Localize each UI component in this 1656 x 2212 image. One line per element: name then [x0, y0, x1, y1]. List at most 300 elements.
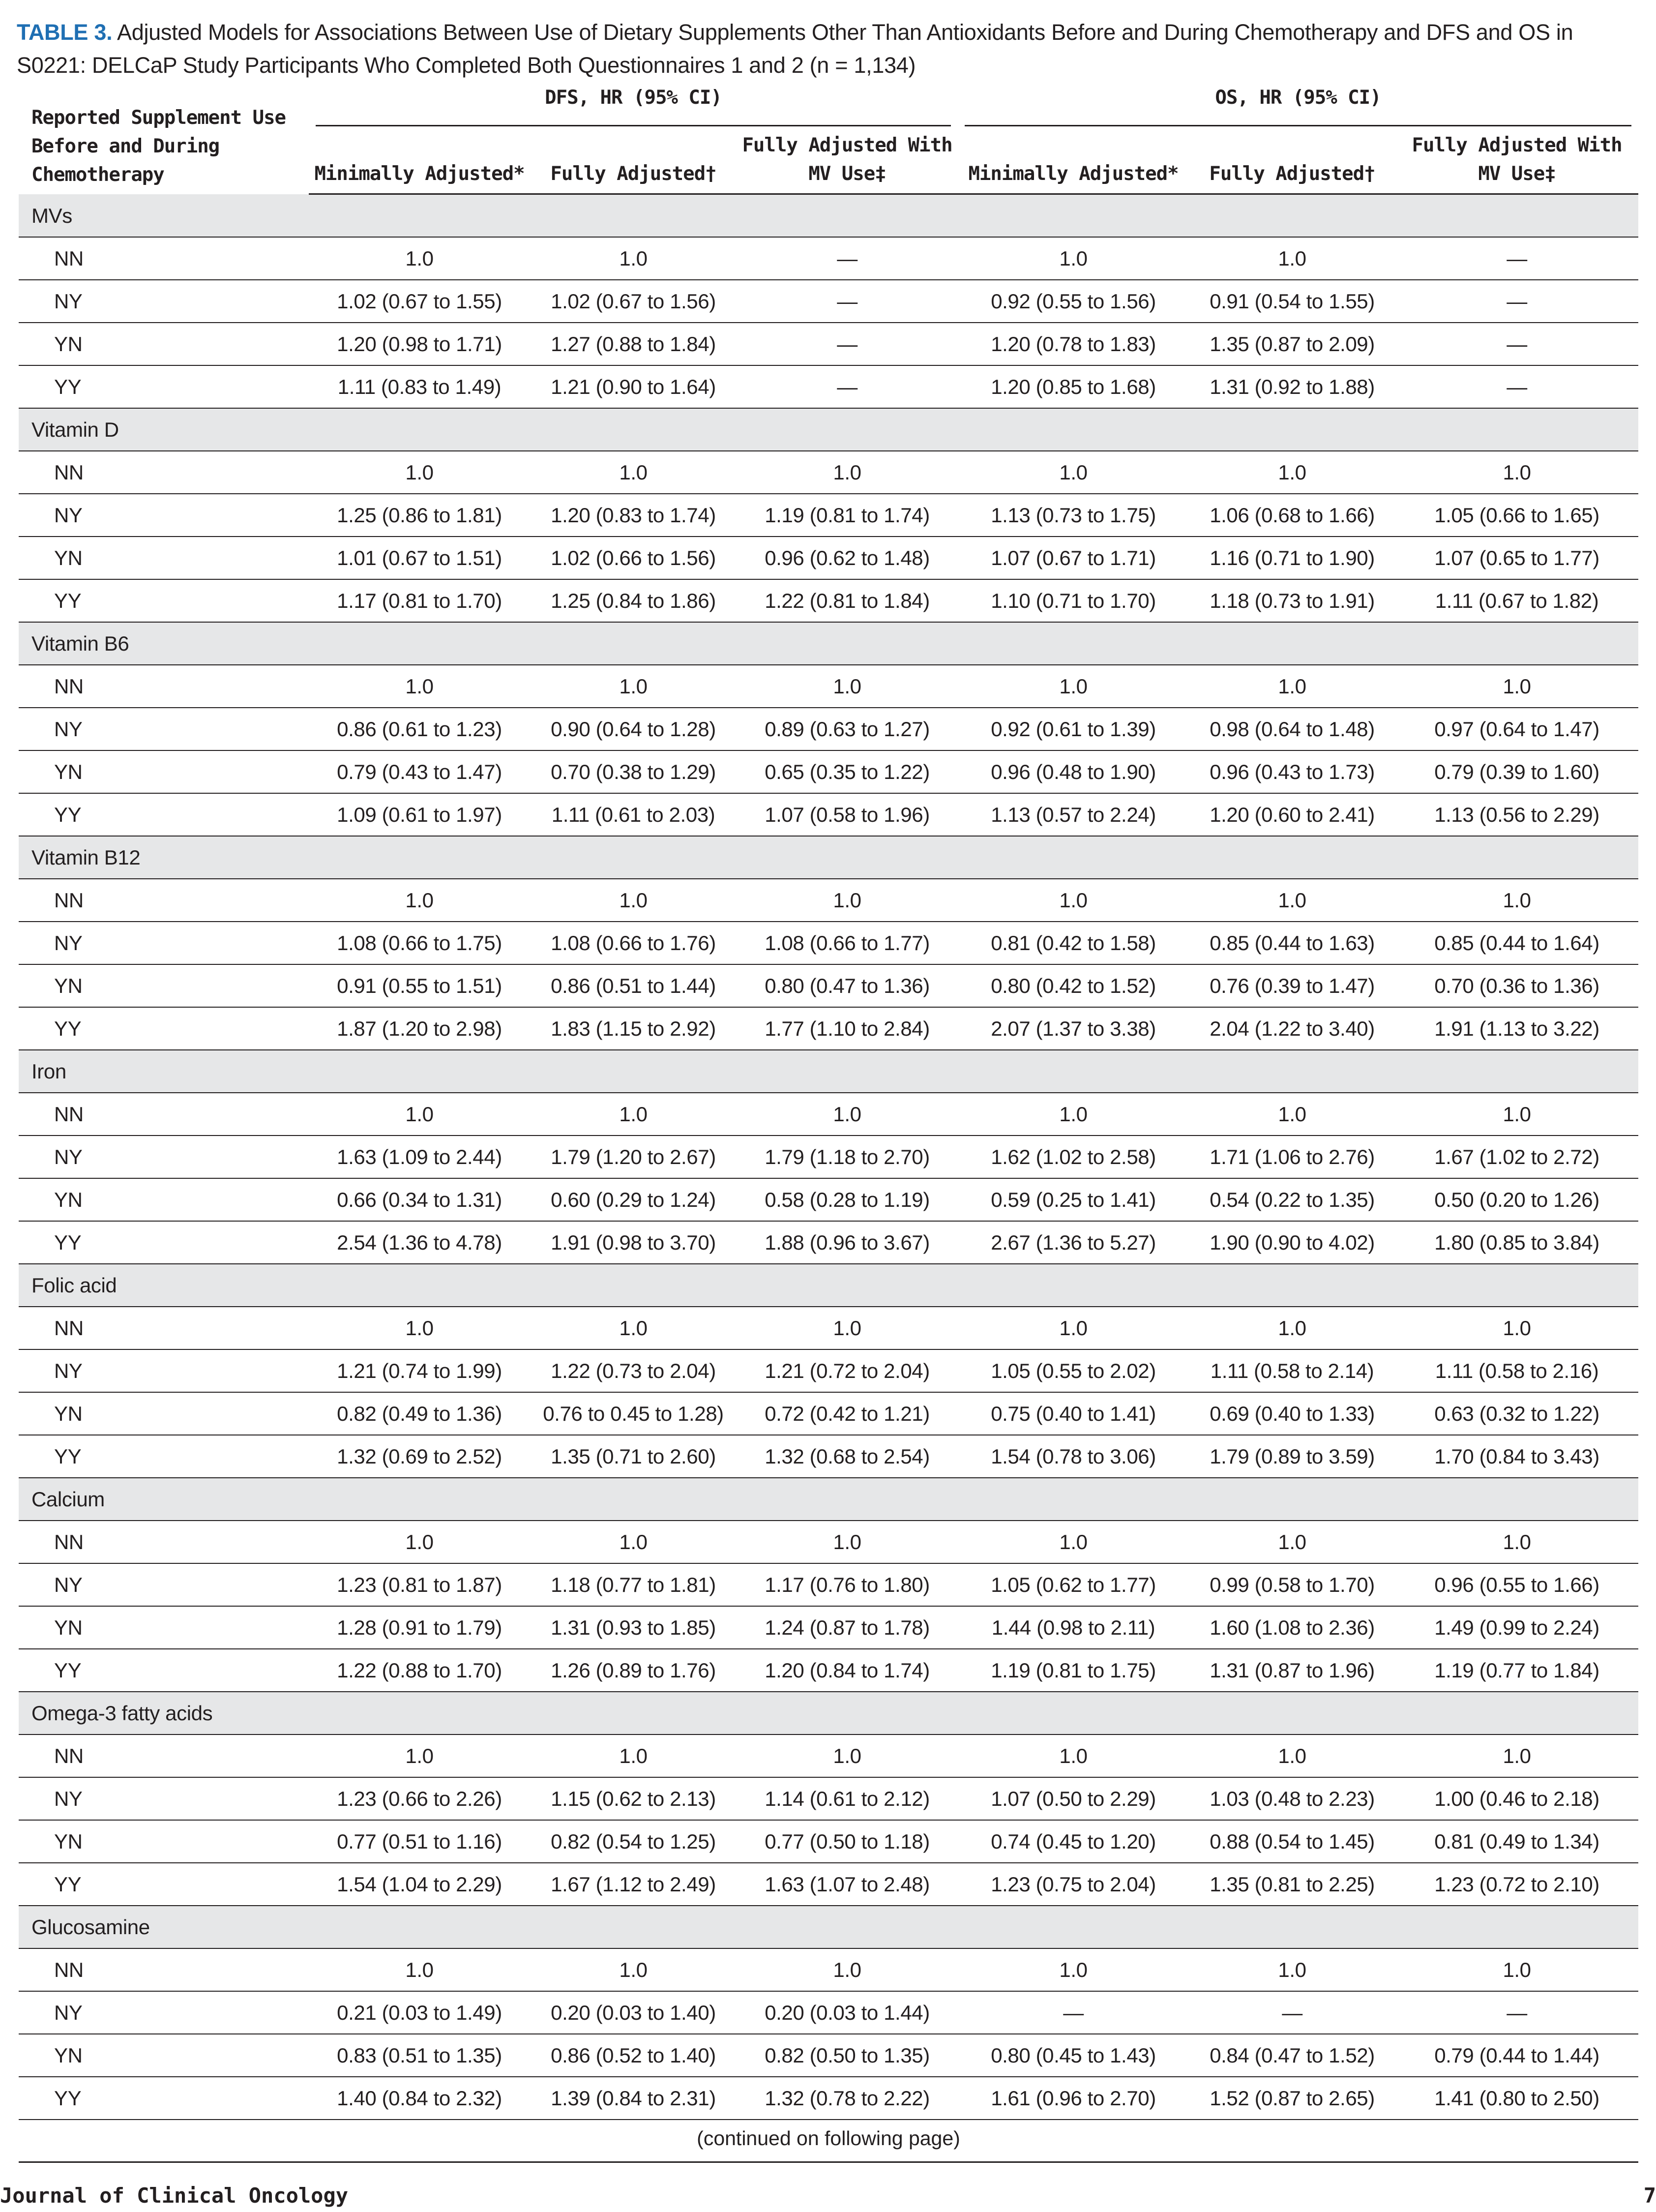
- table-cell: 1.0: [1189, 879, 1395, 922]
- row-label: YN: [19, 1820, 309, 1863]
- table-cell: 0.82 (0.50 to 1.35): [737, 2034, 958, 2077]
- table-cell: 0.70 (0.36 to 1.36): [1395, 964, 1638, 1007]
- table-cell: 0.97 (0.64 to 1.47): [1395, 708, 1638, 750]
- table-cell: 1.0: [737, 451, 958, 494]
- table-cell: 0.85 (0.44 to 1.63): [1189, 922, 1395, 964]
- table-cell: 1.32 (0.78 to 2.22): [737, 2077, 958, 2120]
- table-cell: 1.05 (0.55 to 2.02): [958, 1349, 1189, 1392]
- table-cell: 1.0: [1395, 1734, 1638, 1777]
- row-label: NN: [19, 879, 309, 922]
- table-cell: 1.07 (0.50 to 2.29): [958, 1777, 1189, 1820]
- table-cell: 1.17 (0.81 to 1.70): [309, 579, 530, 622]
- table-cell: 1.0: [309, 237, 530, 280]
- table-cell: 1.0: [530, 665, 737, 708]
- table-cell: 1.08 (0.66 to 1.76): [530, 922, 737, 964]
- table-row: [19, 237, 1638, 280]
- table-cell: 1.25 (0.86 to 1.81): [309, 494, 530, 537]
- table-cell: 1.18 (0.77 to 1.81): [530, 1563, 737, 1606]
- group-rule-dfs: [316, 125, 951, 126]
- section-row: [19, 194, 1638, 238]
- table-cell: 1.07 (0.65 to 1.77): [1395, 537, 1638, 579]
- table-row: [19, 579, 1638, 622]
- table-row: [19, 537, 1638, 579]
- table-cell: 1.0: [958, 1307, 1189, 1349]
- table-cell: 1.0: [1189, 665, 1395, 708]
- table-cell: 0.77 (0.51 to 1.16): [309, 1820, 530, 1863]
- group-header-dfs-label: DFS, HR (95% CI): [545, 87, 722, 109]
- row-label: NN: [19, 1521, 309, 1563]
- row-label: YN: [19, 750, 309, 793]
- table-cell: 1.19 (0.81 to 1.75): [958, 1649, 1189, 1692]
- table-cell: 1.21 (0.72 to 2.04): [737, 1349, 958, 1392]
- table-row: [19, 793, 1638, 836]
- table-cell: 1.0: [1395, 1521, 1638, 1563]
- table-cell: 1.0: [737, 1521, 958, 1563]
- row-label: NY: [19, 1991, 309, 2034]
- table-cell: —: [1395, 280, 1638, 323]
- section-label: Glucosamine: [19, 1906, 1638, 1948]
- col-header-dfs-minimal: Minimally Adjusted*: [309, 131, 530, 194]
- table-cell: 1.31 (0.87 to 1.96): [1189, 1649, 1395, 1692]
- table-cell: 0.20 (0.03 to 1.44): [737, 1991, 958, 2034]
- table-cell: 1.05 (0.62 to 1.77): [958, 1563, 1189, 1606]
- section-label: Calcium: [19, 1478, 1638, 1521]
- table-cell: 0.83 (0.51 to 1.35): [309, 2034, 530, 2077]
- table-row: [19, 323, 1638, 365]
- row-header: Reported Supplement Use Before and During Chemotherapy: [31, 106, 286, 186]
- table-cell: —: [737, 323, 958, 365]
- table-row: [19, 1649, 1638, 1692]
- table-cell: 0.59 (0.25 to 1.41): [958, 1178, 1189, 1221]
- table-cell: 1.49 (0.99 to 2.24): [1395, 1606, 1638, 1649]
- table-cell: 1.83 (1.15 to 2.92): [530, 1007, 737, 1050]
- table-row: [19, 1991, 1638, 2034]
- table-cell: 0.65 (0.35 to 1.22): [737, 750, 958, 793]
- table-cell: 0.96 (0.62 to 1.48): [737, 537, 958, 579]
- page-footer: [0, 2183, 1656, 2212]
- table-cell: 1.22 (0.81 to 1.84): [737, 579, 958, 622]
- table-cell: 1.0: [737, 665, 958, 708]
- row-label: NY: [19, 494, 309, 537]
- table-row: [19, 1221, 1638, 1264]
- table-cell: 1.0: [1189, 1734, 1395, 1777]
- table-cell: 1.16 (0.71 to 1.90): [1189, 537, 1395, 579]
- table-cell: 1.80 (0.85 to 3.84): [1395, 1221, 1638, 1264]
- table-cell: 0.76 to 0.45 to 1.28): [530, 1392, 737, 1435]
- table-body: [19, 194, 1638, 2120]
- table-row: [19, 1007, 1638, 1050]
- table-cell: 1.13 (0.56 to 2.29): [1395, 793, 1638, 836]
- table-row: [19, 1093, 1638, 1136]
- table-cell: 1.44 (0.98 to 2.11): [958, 1606, 1189, 1649]
- table-cell: 1.23 (0.66 to 2.26): [309, 1777, 530, 1820]
- col-header-os-full: Fully Adjusted†: [1189, 131, 1395, 194]
- table-cell: 0.77 (0.50 to 1.18): [737, 1820, 958, 1863]
- table-row: [19, 879, 1638, 922]
- table-cell: 1.11 (0.61 to 2.03): [530, 793, 737, 836]
- table-cell: 1.0: [530, 1521, 737, 1563]
- table-cell: 1.0: [737, 1307, 958, 1349]
- table-row: [19, 708, 1638, 750]
- results-table-wrapper: [19, 81, 1638, 2163]
- table-cell: —: [958, 1991, 1189, 2034]
- table-cell: 1.91 (0.98 to 3.70): [530, 1221, 737, 1264]
- table-cell: 1.0: [958, 1521, 1189, 1563]
- table-cell: 1.0: [1189, 1093, 1395, 1136]
- table-cell: 1.0: [1395, 451, 1638, 494]
- table-cell: 1.40 (0.84 to 2.32): [309, 2077, 530, 2120]
- table-cell: 1.13 (0.57 to 2.24): [958, 793, 1189, 836]
- table-cell: 0.80 (0.47 to 1.36): [737, 964, 958, 1007]
- section-label: Iron: [19, 1050, 1638, 1093]
- table-cell: 1.23 (0.72 to 2.10): [1395, 1863, 1638, 1906]
- header-group-row: [19, 81, 1638, 131]
- table-row: [19, 1820, 1638, 1863]
- row-label: NN: [19, 1948, 309, 1991]
- row-label: YN: [19, 1606, 309, 1649]
- table-cell: 1.0: [958, 451, 1189, 494]
- row-label: YY: [19, 1435, 309, 1478]
- col-header-dfs-mv: Fully Adjusted With MV Use‡: [737, 131, 958, 194]
- caption-text: Adjusted Models for Associations Between Use of Dietary Supplements Other Than Antioxidants Before and During Chemotherapy and DFS and OS in S0221: DELCaP Study Participants Who Completed Both Questionnaires 1 and 2 (n = 1,134): [17, 20, 1573, 78]
- table-cell: 1.11 (0.67 to 1.82): [1395, 579, 1638, 622]
- table-row: [19, 964, 1638, 1007]
- table-cell: 1.32 (0.68 to 2.54): [737, 1435, 958, 1478]
- table-cell: 1.0: [958, 1734, 1189, 1777]
- table-cell: 0.66 (0.34 to 1.31): [309, 1178, 530, 1221]
- table-cell: 1.11 (0.58 to 2.14): [1189, 1349, 1395, 1392]
- table-cell: 1.20 (0.78 to 1.83): [958, 323, 1189, 365]
- table-row: [19, 2077, 1638, 2120]
- row-label: YN: [19, 1392, 309, 1435]
- table-cell: 1.52 (0.87 to 2.65): [1189, 2077, 1395, 2120]
- table-cell: 0.85 (0.44 to 1.64): [1395, 922, 1638, 964]
- table-cell: 1.0: [737, 879, 958, 922]
- table-cell: 0.92 (0.61 to 1.39): [958, 708, 1189, 750]
- table-cell: 1.17 (0.76 to 1.80): [737, 1563, 958, 1606]
- table-cell: —: [737, 280, 958, 323]
- table-cell: 1.02 (0.67 to 1.56): [530, 280, 737, 323]
- table-cell: 1.91 (1.13 to 3.22): [1395, 1007, 1638, 1050]
- table-cell: 0.84 (0.47 to 1.52): [1189, 2034, 1395, 2077]
- row-label: YY: [19, 793, 309, 836]
- group-rule-os: [965, 125, 1631, 126]
- table-cell: 1.23 (0.81 to 1.87): [309, 1563, 530, 1606]
- table-row: [19, 665, 1638, 708]
- table-cell: 1.0: [309, 1307, 530, 1349]
- table-row: [19, 2034, 1638, 2077]
- table-cell: 1.0: [1395, 1948, 1638, 1991]
- table-cell: 1.10 (0.71 to 1.70): [958, 579, 1189, 622]
- table-row: [19, 1863, 1638, 1906]
- row-label: YN: [19, 964, 309, 1007]
- table-cell: 1.22 (0.88 to 1.70): [309, 1649, 530, 1692]
- table-cell: 1.24 (0.87 to 1.78): [737, 1606, 958, 1649]
- table-cell: 1.0: [737, 1093, 958, 1136]
- table-row: [19, 922, 1638, 964]
- table-cell: 1.20 (0.60 to 2.41): [1189, 793, 1395, 836]
- table-cell: 1.05 (0.66 to 1.65): [1395, 494, 1638, 537]
- col-header-dfs-full: Fully Adjusted†: [530, 131, 737, 194]
- table-cell: 1.0: [958, 1093, 1189, 1136]
- table-cell: 0.99 (0.58 to 1.70): [1189, 1563, 1395, 1606]
- table-cell: 0.88 (0.54 to 1.45): [1189, 1820, 1395, 1863]
- group-header-os-label: OS, HR (95% CI): [1215, 87, 1381, 109]
- table-cell: 1.63 (1.09 to 2.44): [309, 1136, 530, 1178]
- table-cell: 1.67 (1.02 to 2.72): [1395, 1136, 1638, 1178]
- table-cell: 1.28 (0.91 to 1.79): [309, 1606, 530, 1649]
- table-cell: 0.96 (0.43 to 1.73): [1189, 750, 1395, 793]
- row-label: NN: [19, 451, 309, 494]
- table-cell: 1.08 (0.66 to 1.75): [309, 922, 530, 964]
- table-cell: 1.23 (0.75 to 2.04): [958, 1863, 1189, 1906]
- table-cell: 1.0: [958, 665, 1189, 708]
- table-cell: 1.19 (0.77 to 1.84): [1395, 1649, 1638, 1692]
- table-cell: —: [1395, 237, 1638, 280]
- table-cell: 1.25 (0.84 to 1.86): [530, 579, 737, 622]
- table-cell: 0.82 (0.49 to 1.36): [309, 1392, 530, 1435]
- row-label: YY: [19, 1007, 309, 1050]
- row-label: NY: [19, 922, 309, 964]
- table-cell: 1.18 (0.73 to 1.91): [1189, 579, 1395, 622]
- table-cell: 0.90 (0.64 to 1.28): [530, 708, 737, 750]
- row-label: YN: [19, 1178, 309, 1221]
- table-cell: 1.20 (0.98 to 1.71): [309, 323, 530, 365]
- table-cell: 0.82 (0.54 to 1.25): [530, 1820, 737, 1863]
- table-cell: 1.54 (0.78 to 3.06): [958, 1435, 1189, 1478]
- section-row: [19, 622, 1638, 665]
- table-cell: 1.0: [1395, 665, 1638, 708]
- table-cell: 2.04 (1.22 to 3.40): [1189, 1007, 1395, 1050]
- row-label: YN: [19, 2034, 309, 2077]
- table-cell: —: [1395, 365, 1638, 408]
- table-cell: 1.39 (0.84 to 2.31): [530, 2077, 737, 2120]
- section-row: [19, 1906, 1638, 1948]
- row-label: YY: [19, 1649, 309, 1692]
- table-cell: 1.62 (1.02 to 2.58): [958, 1136, 1189, 1178]
- table-row: [19, 451, 1638, 494]
- table-cell: 1.35 (0.81 to 2.25): [1189, 1863, 1395, 1906]
- table-cell: 0.54 (0.22 to 1.35): [1189, 1178, 1395, 1221]
- table-cell: 1.60 (1.08 to 2.36): [1189, 1606, 1395, 1649]
- section-row: [19, 1692, 1638, 1734]
- table-cell: 0.69 (0.40 to 1.33): [1189, 1392, 1395, 1435]
- table-cell: 0.63 (0.32 to 1.22): [1395, 1392, 1638, 1435]
- table-cell: 1.77 (1.10 to 2.84): [737, 1007, 958, 1050]
- table-cell: 0.80 (0.45 to 1.43): [958, 2034, 1189, 2077]
- table-cell: 1.54 (1.04 to 2.29): [309, 1863, 530, 1906]
- results-table: [19, 81, 1638, 2120]
- table-cell: 0.79 (0.43 to 1.47): [309, 750, 530, 793]
- table-cell: 1.79 (1.18 to 2.70): [737, 1136, 958, 1178]
- table-cell: 1.01 (0.67 to 1.51): [309, 537, 530, 579]
- table-cell: 1.61 (0.96 to 2.70): [958, 2077, 1189, 2120]
- table-row: [19, 1178, 1638, 1221]
- table-cell: 1.0: [530, 237, 737, 280]
- table-row: [19, 1136, 1638, 1178]
- table-row: [19, 365, 1638, 408]
- table-cell: 1.0: [737, 1734, 958, 1777]
- table-cell: 1.0: [958, 879, 1189, 922]
- table-cell: 0.20 (0.03 to 1.40): [530, 1991, 737, 2034]
- section-label: Vitamin B12: [19, 836, 1638, 879]
- group-header-dfs: [309, 81, 958, 131]
- table-cell: 0.58 (0.28 to 1.19): [737, 1178, 958, 1221]
- table-cell: 0.75 (0.40 to 1.41): [958, 1392, 1189, 1435]
- table-cell: 1.35 (0.87 to 2.09): [1189, 323, 1395, 365]
- table-cell: 1.0: [1189, 237, 1395, 280]
- table-cell: 1.02 (0.66 to 1.56): [530, 537, 737, 579]
- row-label: YY: [19, 579, 309, 622]
- table-cell: 1.06 (0.68 to 1.66): [1189, 494, 1395, 537]
- table-cell: 0.72 (0.42 to 1.21): [737, 1392, 958, 1435]
- section-row: [19, 1264, 1638, 1307]
- table-cell: 0.21 (0.03 to 1.49): [309, 1991, 530, 2034]
- table-row: [19, 1307, 1638, 1349]
- section-label: Vitamin D: [19, 408, 1638, 451]
- table-cell: 1.20 (0.84 to 1.74): [737, 1649, 958, 1692]
- table-cell: 1.0: [1395, 1093, 1638, 1136]
- table-cell: —: [737, 365, 958, 408]
- table-cell: 1.0: [530, 879, 737, 922]
- section-row: [19, 836, 1638, 879]
- row-label: NY: [19, 1777, 309, 1820]
- col-header-os-mv: Fully Adjusted With MV Use‡: [1395, 131, 1638, 194]
- row-label: NY: [19, 1136, 309, 1178]
- table-row: [19, 750, 1638, 793]
- journal-name: Journal of Clinical Oncology: [0, 2183, 349, 2208]
- table-cell: 1.0: [958, 1948, 1189, 1991]
- table-cell: 1.0: [530, 451, 737, 494]
- row-label: YY: [19, 1863, 309, 1906]
- table-cell: 1.88 (0.96 to 3.67): [737, 1221, 958, 1264]
- table-row: [19, 494, 1638, 537]
- table-cell: 1.0: [1395, 879, 1638, 922]
- table-row: [19, 1563, 1638, 1606]
- table-cell: 1.70 (0.84 to 3.43): [1395, 1435, 1638, 1478]
- table-cell: 0.74 (0.45 to 1.20): [958, 1820, 1189, 1863]
- section-row: [19, 1050, 1638, 1093]
- continued-note: (continued on following page): [19, 2120, 1638, 2163]
- table-cell: 0.92 (0.55 to 1.56): [958, 280, 1189, 323]
- row-label: YY: [19, 2077, 309, 2120]
- table-cell: 1.31 (0.93 to 1.85): [530, 1606, 737, 1649]
- table-cell: 0.86 (0.52 to 1.40): [530, 2034, 737, 2077]
- table-label: TABLE 3.: [17, 20, 113, 45]
- row-label: NN: [19, 1734, 309, 1777]
- table-cell: 1.0: [737, 1948, 958, 1991]
- table-cell: 1.0: [530, 1948, 737, 1991]
- section-row: [19, 1478, 1638, 1521]
- table-row: [19, 1948, 1638, 1991]
- table-row: [19, 1521, 1638, 1563]
- table-cell: —: [1189, 1991, 1395, 2034]
- table-cell: 1.0: [309, 1093, 530, 1136]
- table-cell: 1.20 (0.83 to 1.74): [530, 494, 737, 537]
- section-row: [19, 408, 1638, 451]
- table-cell: 1.21 (0.74 to 1.99): [309, 1349, 530, 1392]
- table-cell: 1.0: [530, 1093, 737, 1136]
- table-cell: 1.15 (0.62 to 2.13): [530, 1777, 737, 1820]
- row-label: YY: [19, 365, 309, 408]
- section-label: MVs: [19, 194, 1638, 238]
- table-cell: 1.09 (0.61 to 1.97): [309, 793, 530, 836]
- table-cell: 1.0: [309, 1948, 530, 1991]
- table-cell: 1.31 (0.92 to 1.88): [1189, 365, 1395, 408]
- table-cell: 0.60 (0.29 to 1.24): [530, 1178, 737, 1221]
- table-cell: 0.86 (0.61 to 1.23): [309, 708, 530, 750]
- table-cell: 0.91 (0.55 to 1.51): [309, 964, 530, 1007]
- row-label: NY: [19, 1563, 309, 1606]
- col-header-os-minimal: Minimally Adjusted*: [958, 131, 1189, 194]
- table-cell: 1.79 (1.20 to 2.67): [530, 1136, 737, 1178]
- table-cell: 1.0: [1189, 1521, 1395, 1563]
- table-row: [19, 1435, 1638, 1478]
- table-cell: 1.87 (1.20 to 2.98): [309, 1007, 530, 1050]
- table-cell: 1.11 (0.58 to 2.16): [1395, 1349, 1638, 1392]
- row-label: NN: [19, 665, 309, 708]
- row-label: NN: [19, 237, 309, 280]
- table-cell: 1.0: [958, 237, 1189, 280]
- row-label: NY: [19, 1349, 309, 1392]
- table-cell: 0.76 (0.39 to 1.47): [1189, 964, 1395, 1007]
- table-cell: 0.96 (0.55 to 1.66): [1395, 1563, 1638, 1606]
- table-cell: 1.07 (0.58 to 1.96): [737, 793, 958, 836]
- table-cell: 0.80 (0.42 to 1.52): [958, 964, 1189, 1007]
- page-number: 7: [1643, 2183, 1656, 2208]
- table-cell: 1.0: [309, 1734, 530, 1777]
- table-cell: 0.70 (0.38 to 1.29): [530, 750, 737, 793]
- table-cell: 0.79 (0.39 to 1.60): [1395, 750, 1638, 793]
- table-cell: 0.81 (0.49 to 1.34): [1395, 1820, 1638, 1863]
- table-row: [19, 1392, 1638, 1435]
- table-cell: 0.91 (0.54 to 1.55): [1189, 280, 1395, 323]
- table-cell: 1.27 (0.88 to 1.84): [530, 323, 737, 365]
- table-cell: 1.0: [530, 1734, 737, 1777]
- table-cell: 1.13 (0.73 to 1.75): [958, 494, 1189, 537]
- table-cell: 1.14 (0.61 to 2.12): [737, 1777, 958, 1820]
- table-cell: 1.79 (0.89 to 3.59): [1189, 1435, 1395, 1478]
- table-cell: 1.0: [1189, 1307, 1395, 1349]
- table-cell: 0.98 (0.64 to 1.48): [1189, 708, 1395, 750]
- table-row: [19, 1777, 1638, 1820]
- table-cell: —: [1395, 1991, 1638, 2034]
- table-cell: 0.86 (0.51 to 1.44): [530, 964, 737, 1007]
- table-cell: 1.26 (0.89 to 1.76): [530, 1649, 737, 1692]
- table-cell: 1.03 (0.48 to 2.23): [1189, 1777, 1395, 1820]
- table-cell: 2.07 (1.37 to 3.38): [958, 1007, 1189, 1050]
- table-cell: 1.0: [1189, 451, 1395, 494]
- table-cell: 2.67 (1.36 to 5.27): [958, 1221, 1189, 1264]
- table-cell: 1.63 (1.07 to 2.48): [737, 1863, 958, 1906]
- row-label: NY: [19, 280, 309, 323]
- table-row: [19, 280, 1638, 323]
- row-label: YN: [19, 537, 309, 579]
- table-row: [19, 1734, 1638, 1777]
- table-row: [19, 1349, 1638, 1392]
- table-cell: 1.20 (0.85 to 1.68): [958, 365, 1189, 408]
- section-label: Vitamin B6: [19, 622, 1638, 665]
- table-cell: 1.07 (0.67 to 1.71): [958, 537, 1189, 579]
- table-cell: 1.21 (0.90 to 1.64): [530, 365, 737, 408]
- group-header-os: [958, 81, 1638, 131]
- table-cell: 1.0: [309, 879, 530, 922]
- table-cell: 0.89 (0.63 to 1.27): [737, 708, 958, 750]
- table-cell: 1.0: [309, 665, 530, 708]
- table-cell: 0.79 (0.44 to 1.44): [1395, 2034, 1638, 2077]
- table-cell: 1.19 (0.81 to 1.74): [737, 494, 958, 537]
- table-cell: 1.0: [309, 451, 530, 494]
